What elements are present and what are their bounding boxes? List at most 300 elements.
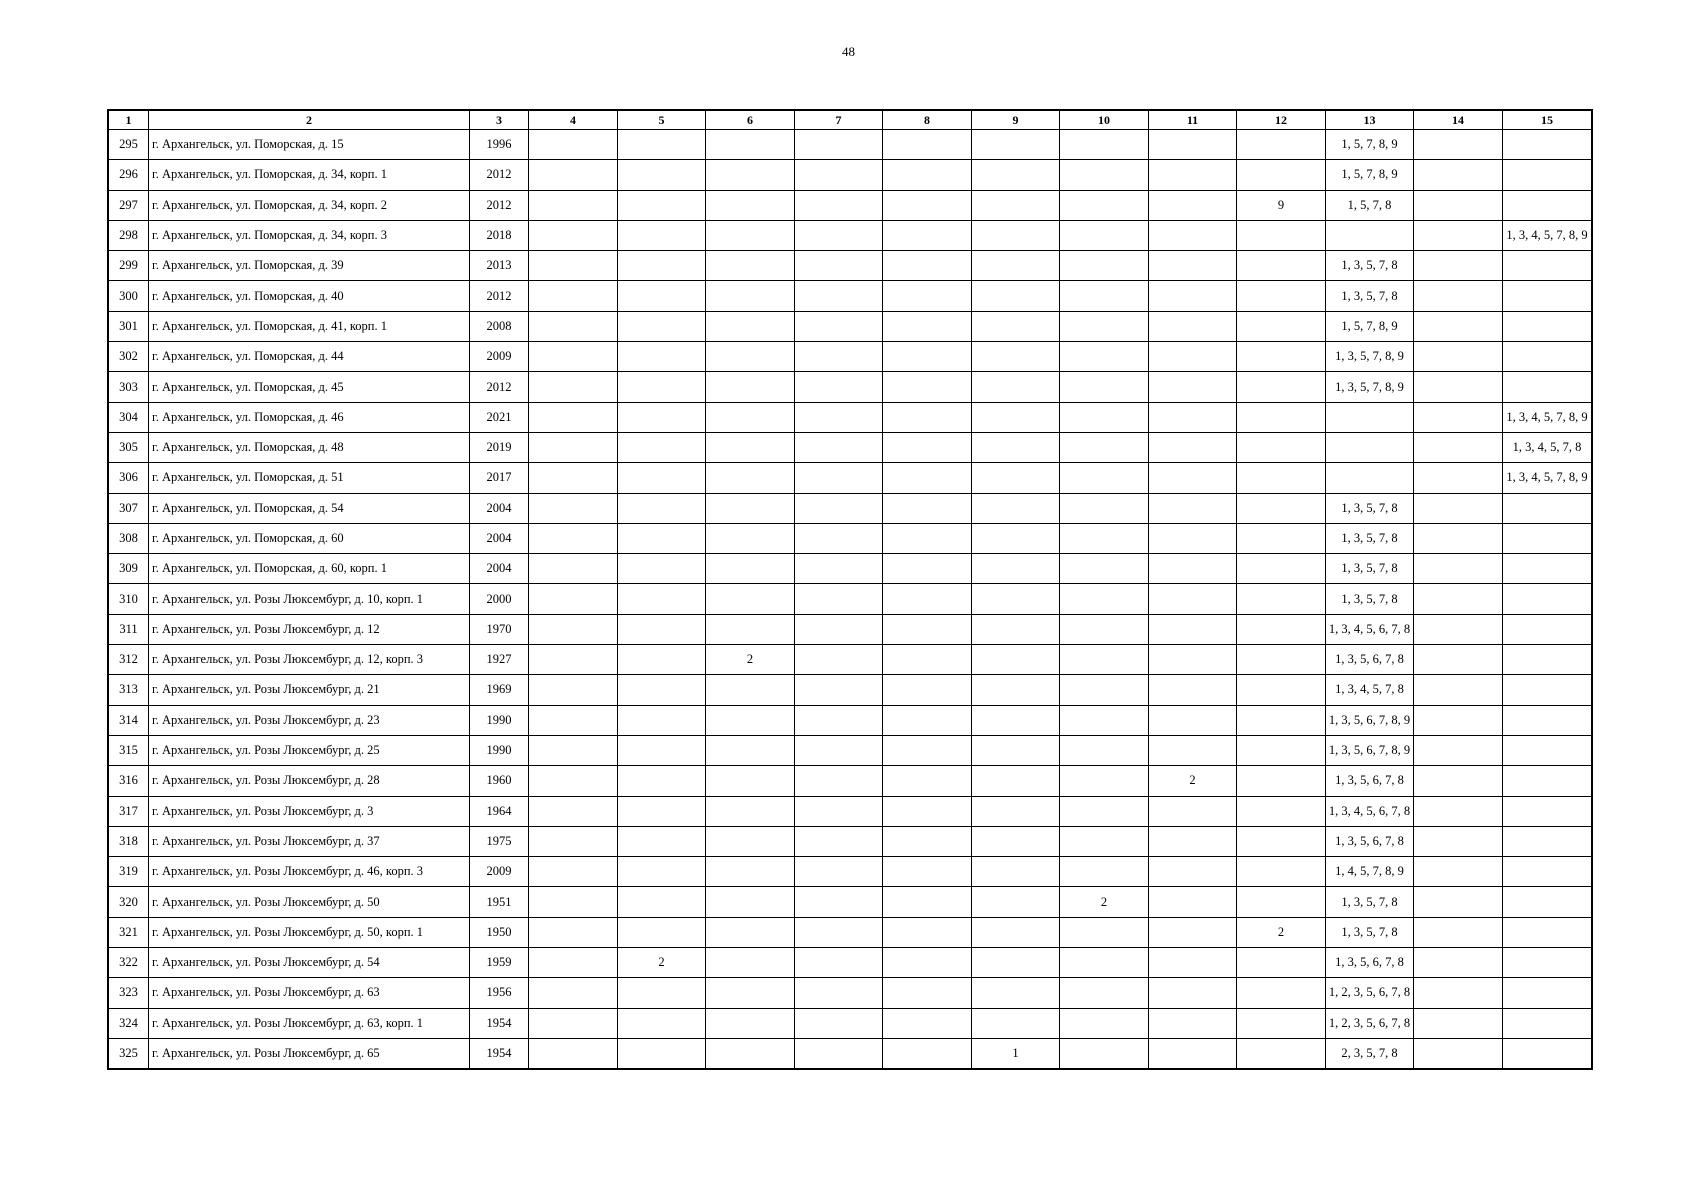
table-row bbox=[109, 432, 1592, 462]
table-cell-col-2: г. Архангельск, ул. Поморская, д. 51 bbox=[149, 463, 470, 493]
table-cell-col-13 bbox=[1326, 220, 1414, 250]
table-cell-col-10 bbox=[1060, 342, 1149, 372]
table-cell-col-13: 1, 3, 5, 6, 7, 8 bbox=[1326, 645, 1414, 675]
table-cell-col-1: 299 bbox=[109, 251, 149, 281]
table-cell-col-6 bbox=[706, 554, 795, 584]
table-cell-col-14 bbox=[1414, 1038, 1503, 1068]
table-cell-col-2: г. Архангельск, ул. Розы Люксембург, д. 10, корп. 1 bbox=[149, 584, 470, 614]
table-cell-col-14 bbox=[1414, 645, 1503, 675]
table-cell-col-5 bbox=[618, 1008, 706, 1038]
table-cell-col-3: 1996 bbox=[470, 130, 529, 160]
table-cell-col-11 bbox=[1149, 584, 1237, 614]
table-cell-col-3: 1964 bbox=[470, 796, 529, 826]
table-cell-col-9 bbox=[972, 402, 1060, 432]
table-cell-col-8 bbox=[883, 342, 972, 372]
table-cell-col-2: г. Архангельск, ул. Розы Люксембург, д. 3 bbox=[149, 796, 470, 826]
table-cell-col-8 bbox=[883, 523, 972, 553]
table-cell-col-4 bbox=[529, 190, 618, 220]
table-cell-col-11 bbox=[1149, 463, 1237, 493]
table-row bbox=[109, 251, 1592, 281]
table-cell-col-14 bbox=[1414, 220, 1503, 250]
table-cell-col-3: 1990 bbox=[470, 735, 529, 765]
table-cell-col-2: г. Архангельск, ул. Розы Люксембург, д. 50, корп. 1 bbox=[149, 917, 470, 947]
table-cell-col-4 bbox=[529, 796, 618, 826]
table-cell-col-10 bbox=[1060, 190, 1149, 220]
table-cell-col-8 bbox=[883, 220, 972, 250]
table-cell-col-7 bbox=[795, 523, 883, 553]
table-cell-col-8 bbox=[883, 1038, 972, 1068]
table-cell-col-6 bbox=[706, 220, 795, 250]
table-cell-col-9 bbox=[972, 1008, 1060, 1038]
table-row bbox=[109, 342, 1592, 372]
table-cell-col-1: 312 bbox=[109, 645, 149, 675]
table-cell-col-4 bbox=[529, 1008, 618, 1038]
table-cell-col-4 bbox=[529, 281, 618, 311]
table-cell-col-8 bbox=[883, 766, 972, 796]
table-cell-col-2: г. Архангельск, ул. Розы Люксембург, д. 46, корп. 3 bbox=[149, 857, 470, 887]
table-cell-col-7 bbox=[795, 554, 883, 584]
table-cell-col-10 bbox=[1060, 311, 1149, 341]
table-cell-col-3: 2004 bbox=[470, 493, 529, 523]
table-cell-col-3: 2012 bbox=[470, 281, 529, 311]
table-cell-col-6: 2 bbox=[706, 645, 795, 675]
table-cell-col-4 bbox=[529, 160, 618, 190]
table-cell-col-13: 1, 5, 7, 8 bbox=[1326, 190, 1414, 220]
table-cell-col-9 bbox=[972, 493, 1060, 523]
table-cell-col-11 bbox=[1149, 311, 1237, 341]
table-cell-col-4 bbox=[529, 917, 618, 947]
table-cell-col-9 bbox=[972, 826, 1060, 856]
table-cell-col-5 bbox=[618, 432, 706, 462]
column-header-1: 1 bbox=[109, 111, 149, 130]
table-cell-col-9 bbox=[972, 766, 1060, 796]
table-cell-col-13: 1, 3, 5, 6, 7, 8, 9 bbox=[1326, 735, 1414, 765]
table-cell-col-12 bbox=[1237, 251, 1326, 281]
table-cell-col-3: 2009 bbox=[470, 342, 529, 372]
table-cell-col-4 bbox=[529, 251, 618, 281]
table-cell-col-12 bbox=[1237, 160, 1326, 190]
table-cell-col-15 bbox=[1503, 281, 1592, 311]
table-cell-col-5: 2 bbox=[618, 948, 706, 978]
table-cell-col-9 bbox=[972, 614, 1060, 644]
table-cell-col-4 bbox=[529, 948, 618, 978]
table-cell-col-10 bbox=[1060, 948, 1149, 978]
table-cell-col-2: г. Архангельск, ул. Поморская, д. 41, корп. 1 bbox=[149, 311, 470, 341]
table-cell-col-6 bbox=[706, 372, 795, 402]
table-cell-col-1: 297 bbox=[109, 190, 149, 220]
table-cell-col-13: 1, 2, 3, 5, 6, 7, 8 bbox=[1326, 1008, 1414, 1038]
table-cell-col-7 bbox=[795, 645, 883, 675]
table-row bbox=[109, 130, 1592, 160]
table-cell-col-11 bbox=[1149, 1038, 1237, 1068]
table-cell-col-6 bbox=[706, 796, 795, 826]
table-cell-col-8 bbox=[883, 948, 972, 978]
table-cell-col-2: г. Архангельск, ул. Поморская, д. 48 bbox=[149, 432, 470, 462]
table-cell-col-8 bbox=[883, 130, 972, 160]
table-cell-col-5 bbox=[618, 675, 706, 705]
table-cell-col-6 bbox=[706, 1008, 795, 1038]
table-cell-col-2: г. Архангельск, ул. Розы Люксембург, д. 21 bbox=[149, 675, 470, 705]
table-cell-col-13 bbox=[1326, 463, 1414, 493]
table-cell-col-15 bbox=[1503, 826, 1592, 856]
table-cell-col-2: г. Архангельск, ул. Розы Люксембург, д. 23 bbox=[149, 705, 470, 735]
table-cell-col-15 bbox=[1503, 160, 1592, 190]
table-cell-col-14 bbox=[1414, 311, 1503, 341]
table-cell-col-9 bbox=[972, 432, 1060, 462]
table-cell-col-11 bbox=[1149, 826, 1237, 856]
table-cell-col-10 bbox=[1060, 584, 1149, 614]
table-cell-col-4 bbox=[529, 645, 618, 675]
table-cell-col-4 bbox=[529, 523, 618, 553]
table-cell-col-2: г. Архангельск, ул. Розы Люксембург, д. 12, корп. 3 bbox=[149, 645, 470, 675]
table-cell-col-9 bbox=[972, 796, 1060, 826]
table-cell-col-10 bbox=[1060, 251, 1149, 281]
table-cell-col-14 bbox=[1414, 554, 1503, 584]
table-row bbox=[109, 584, 1592, 614]
table-cell-col-3: 2013 bbox=[470, 251, 529, 281]
table-cell-col-13: 1, 2, 3, 5, 6, 7, 8 bbox=[1326, 978, 1414, 1008]
table-cell-col-1: 317 bbox=[109, 796, 149, 826]
table-cell-col-13: 1, 3, 5, 6, 7, 8 bbox=[1326, 948, 1414, 978]
table-cell-col-10 bbox=[1060, 645, 1149, 675]
table-cell-col-5 bbox=[618, 190, 706, 220]
table-cell-col-7 bbox=[795, 887, 883, 917]
table-cell-col-13: 1, 5, 7, 8, 9 bbox=[1326, 311, 1414, 341]
table-cell-col-5 bbox=[618, 523, 706, 553]
column-header-4: 4 bbox=[529, 111, 618, 130]
table-cell-col-4 bbox=[529, 1038, 618, 1068]
table-cell-col-15 bbox=[1503, 1038, 1592, 1068]
table-row bbox=[109, 614, 1592, 644]
table-cell-col-7 bbox=[795, 1038, 883, 1068]
table-row bbox=[109, 766, 1592, 796]
table-cell-col-10: 2 bbox=[1060, 887, 1149, 917]
table-row bbox=[109, 1008, 1592, 1038]
table-cell-col-12 bbox=[1237, 463, 1326, 493]
table-cell-col-7 bbox=[795, 311, 883, 341]
table-cell-col-12 bbox=[1237, 402, 1326, 432]
table-cell-col-13: 1, 5, 7, 8, 9 bbox=[1326, 130, 1414, 160]
table-cell-col-6 bbox=[706, 735, 795, 765]
table-cell-col-2: г. Архангельск, ул. Поморская, д. 39 bbox=[149, 251, 470, 281]
table-cell-col-9 bbox=[972, 978, 1060, 1008]
table-cell-col-7 bbox=[795, 220, 883, 250]
table-cell-col-2: г. Архангельск, ул. Розы Люксембург, д. 65 bbox=[149, 1038, 470, 1068]
table-cell-col-15: 1, 3, 4, 5, 7, 8, 9 bbox=[1503, 463, 1592, 493]
table-cell-col-4 bbox=[529, 857, 618, 887]
table-cell-col-5 bbox=[618, 402, 706, 432]
table-cell-col-4 bbox=[529, 766, 618, 796]
table-cell-col-9 bbox=[972, 311, 1060, 341]
table-cell-col-1: 320 bbox=[109, 887, 149, 917]
table-cell-col-13: 1, 3, 5, 7, 8 bbox=[1326, 523, 1414, 553]
table-cell-col-7 bbox=[795, 978, 883, 1008]
table-cell-col-12 bbox=[1237, 675, 1326, 705]
table-header-row bbox=[109, 111, 1592, 130]
table-cell-col-8 bbox=[883, 311, 972, 341]
table-cell-col-15: 1, 3, 4, 5, 7, 8, 9 bbox=[1503, 220, 1592, 250]
table-cell-col-2: г. Архангельск, ул. Розы Люксембург, д. 25 bbox=[149, 735, 470, 765]
table-cell-col-5 bbox=[618, 917, 706, 947]
table-cell-col-5 bbox=[618, 887, 706, 917]
column-header-9: 9 bbox=[972, 111, 1060, 130]
table-row bbox=[109, 402, 1592, 432]
table-cell-col-6 bbox=[706, 948, 795, 978]
table-cell-col-15 bbox=[1503, 493, 1592, 523]
table-cell-col-1: 296 bbox=[109, 160, 149, 190]
column-header-5: 5 bbox=[618, 111, 706, 130]
table-cell-col-14 bbox=[1414, 251, 1503, 281]
table-cell-col-8 bbox=[883, 554, 972, 584]
table-cell-col-5 bbox=[618, 493, 706, 523]
table-cell-col-3: 2009 bbox=[470, 857, 529, 887]
table-cell-col-8 bbox=[883, 917, 972, 947]
table-cell-col-11 bbox=[1149, 978, 1237, 1008]
table-cell-col-11 bbox=[1149, 796, 1237, 826]
table-cell-col-7 bbox=[795, 857, 883, 887]
table-cell-col-8 bbox=[883, 978, 972, 1008]
table-cell-col-4 bbox=[529, 402, 618, 432]
table-cell-col-13: 1, 3, 4, 5, 6, 7, 8 bbox=[1326, 614, 1414, 644]
table-cell-col-3: 2004 bbox=[470, 523, 529, 553]
column-header-3: 3 bbox=[470, 111, 529, 130]
table-cell-col-11 bbox=[1149, 372, 1237, 402]
table-cell-col-11 bbox=[1149, 432, 1237, 462]
table-cell-col-5 bbox=[618, 857, 706, 887]
table-cell-col-12 bbox=[1237, 796, 1326, 826]
table-cell-col-1: 323 bbox=[109, 978, 149, 1008]
table-cell-col-12 bbox=[1237, 372, 1326, 402]
table-cell-col-9 bbox=[972, 735, 1060, 765]
table-cell-col-3: 2017 bbox=[470, 463, 529, 493]
table-cell-col-1: 321 bbox=[109, 917, 149, 947]
table-cell-col-12 bbox=[1237, 523, 1326, 553]
table-cell-col-12 bbox=[1237, 705, 1326, 735]
table-row bbox=[109, 463, 1592, 493]
table-cell-col-5 bbox=[618, 130, 706, 160]
table-cell-col-7 bbox=[795, 432, 883, 462]
table-cell-col-7 bbox=[795, 614, 883, 644]
table-cell-col-9 bbox=[972, 705, 1060, 735]
table-cell-col-8 bbox=[883, 402, 972, 432]
table-cell-col-13: 1, 3, 5, 6, 7, 8, 9 bbox=[1326, 705, 1414, 735]
table-cell-col-9 bbox=[972, 220, 1060, 250]
table-cell-col-9 bbox=[972, 130, 1060, 160]
table-cell-col-13 bbox=[1326, 402, 1414, 432]
table-row bbox=[109, 705, 1592, 735]
table-cell-col-11 bbox=[1149, 281, 1237, 311]
table-cell-col-8 bbox=[883, 281, 972, 311]
table-cell-col-12 bbox=[1237, 584, 1326, 614]
table-cell-col-1: 303 bbox=[109, 372, 149, 402]
table-cell-col-6 bbox=[706, 493, 795, 523]
table-cell-col-4 bbox=[529, 614, 618, 644]
table-cell-col-11 bbox=[1149, 251, 1237, 281]
table-cell-col-5 bbox=[618, 554, 706, 584]
table-cell-col-11 bbox=[1149, 645, 1237, 675]
table-cell-col-14 bbox=[1414, 735, 1503, 765]
table-cell-col-11 bbox=[1149, 523, 1237, 553]
table-cell-col-6 bbox=[706, 766, 795, 796]
table-cell-col-10 bbox=[1060, 523, 1149, 553]
table-cell-col-2: г. Архангельск, ул. Поморская, д. 34, корп. 2 bbox=[149, 190, 470, 220]
table-cell-col-14 bbox=[1414, 372, 1503, 402]
table-cell-col-8 bbox=[883, 735, 972, 765]
table-row bbox=[109, 311, 1592, 341]
table-cell-col-13: 1, 4, 5, 7, 8, 9 bbox=[1326, 857, 1414, 887]
table-cell-col-11 bbox=[1149, 130, 1237, 160]
table-cell-col-12 bbox=[1237, 1038, 1326, 1068]
table-cell-col-4 bbox=[529, 675, 618, 705]
table-cell-col-8 bbox=[883, 796, 972, 826]
table-cell-col-8 bbox=[883, 493, 972, 523]
table-cell-col-6 bbox=[706, 614, 795, 644]
table-cell-col-7 bbox=[795, 493, 883, 523]
table-cell-col-13: 1, 3, 4, 5, 6, 7, 8 bbox=[1326, 796, 1414, 826]
table-cell-col-6 bbox=[706, 1038, 795, 1068]
table-cell-col-11 bbox=[1149, 917, 1237, 947]
table-cell-col-15 bbox=[1503, 645, 1592, 675]
table-cell-col-5 bbox=[618, 614, 706, 644]
table-cell-col-11 bbox=[1149, 493, 1237, 523]
table-cell-col-6 bbox=[706, 130, 795, 160]
column-header-11: 11 bbox=[1149, 111, 1237, 130]
table-cell-col-3: 1959 bbox=[470, 948, 529, 978]
table-cell-col-15 bbox=[1503, 342, 1592, 372]
table-cell-col-11 bbox=[1149, 402, 1237, 432]
table-cell-col-10 bbox=[1060, 432, 1149, 462]
table-cell-col-5 bbox=[618, 160, 706, 190]
table-cell-col-15 bbox=[1503, 251, 1592, 281]
table-cell-col-15 bbox=[1503, 948, 1592, 978]
table-cell-col-7 bbox=[795, 735, 883, 765]
table-cell-col-15: 1, 3, 4, 5, 7, 8 bbox=[1503, 432, 1592, 462]
table-cell-col-1: 313 bbox=[109, 675, 149, 705]
table-cell-col-1: 307 bbox=[109, 493, 149, 523]
table-cell-col-1: 314 bbox=[109, 705, 149, 735]
table-cell-col-10 bbox=[1060, 766, 1149, 796]
table-cell-col-2: г. Архангельск, ул. Розы Люксембург, д. 37 bbox=[149, 826, 470, 856]
table-cell-col-5 bbox=[618, 826, 706, 856]
table-cell-col-4 bbox=[529, 554, 618, 584]
table-cell-col-5 bbox=[618, 735, 706, 765]
table-cell-col-10 bbox=[1060, 826, 1149, 856]
table-cell-col-8 bbox=[883, 1008, 972, 1038]
table-cell-col-2: г. Архангельск, ул. Поморская, д. 40 bbox=[149, 281, 470, 311]
table-cell-col-15 bbox=[1503, 917, 1592, 947]
table-cell-col-4 bbox=[529, 130, 618, 160]
table-cell-col-15 bbox=[1503, 190, 1592, 220]
table-cell-col-4 bbox=[529, 493, 618, 523]
table-cell-col-15: 1, 3, 4, 5, 7, 8, 9 bbox=[1503, 402, 1592, 432]
table-cell-col-10 bbox=[1060, 917, 1149, 947]
table-cell-col-7 bbox=[795, 402, 883, 432]
table-cell-col-1: 318 bbox=[109, 826, 149, 856]
table-cell-col-9 bbox=[972, 342, 1060, 372]
table-cell-col-7 bbox=[795, 342, 883, 372]
table-cell-col-2: г. Архангельск, ул. Поморская, д. 15 bbox=[149, 130, 470, 160]
table-cell-col-1: 305 bbox=[109, 432, 149, 462]
table-row bbox=[109, 523, 1592, 553]
table-cell-col-11 bbox=[1149, 887, 1237, 917]
table-cell-col-2: г. Архангельск, ул. Розы Люксембург, д. 63, корп. 1 bbox=[149, 1008, 470, 1038]
table-cell-col-9 bbox=[972, 948, 1060, 978]
table-cell-col-1: 308 bbox=[109, 523, 149, 553]
table-cell-col-1: 298 bbox=[109, 220, 149, 250]
table-cell-col-12 bbox=[1237, 948, 1326, 978]
table-cell-col-12 bbox=[1237, 342, 1326, 372]
table-row bbox=[109, 554, 1592, 584]
table-cell-col-7 bbox=[795, 463, 883, 493]
table-cell-col-6 bbox=[706, 190, 795, 220]
table-cell-col-9 bbox=[972, 372, 1060, 402]
table-cell-col-8 bbox=[883, 645, 972, 675]
table-cell-col-14 bbox=[1414, 705, 1503, 735]
table-cell-col-14 bbox=[1414, 887, 1503, 917]
table-cell-col-6 bbox=[706, 826, 795, 856]
table-cell-col-4 bbox=[529, 342, 618, 372]
table-cell-col-6 bbox=[706, 402, 795, 432]
table-cell-col-14 bbox=[1414, 463, 1503, 493]
table-cell-col-1: 309 bbox=[109, 554, 149, 584]
table-cell-col-9 bbox=[972, 281, 1060, 311]
table-cell-col-10 bbox=[1060, 160, 1149, 190]
table-cell-col-1: 316 bbox=[109, 766, 149, 796]
table-cell-col-13: 1, 3, 5, 6, 7, 8 bbox=[1326, 826, 1414, 856]
table-cell-col-9 bbox=[972, 857, 1060, 887]
table-cell-col-2: г. Архангельск, ул. Поморская, д. 45 bbox=[149, 372, 470, 402]
table-cell-col-12: 2 bbox=[1237, 917, 1326, 947]
table-cell-col-4 bbox=[529, 463, 618, 493]
table-cell-col-11 bbox=[1149, 857, 1237, 887]
table-row bbox=[109, 372, 1592, 402]
table-cell-col-2: г. Архангельск, ул. Поморская, д. 60 bbox=[149, 523, 470, 553]
table-cell-col-5 bbox=[618, 251, 706, 281]
table-cell-col-5 bbox=[618, 584, 706, 614]
table-cell-col-3: 1990 bbox=[470, 705, 529, 735]
table-cell-col-5 bbox=[618, 796, 706, 826]
table-cell-col-14 bbox=[1414, 917, 1503, 947]
table-cell-col-12 bbox=[1237, 1008, 1326, 1038]
table-cell-col-9 bbox=[972, 584, 1060, 614]
table-cell-col-3: 1927 bbox=[470, 645, 529, 675]
table-cell-col-8 bbox=[883, 251, 972, 281]
table-row bbox=[109, 948, 1592, 978]
table-cell-col-12 bbox=[1237, 130, 1326, 160]
table-cell-col-12 bbox=[1237, 432, 1326, 462]
table-cell-col-2: г. Архангельск, ул. Розы Люксембург, д. 12 bbox=[149, 614, 470, 644]
table-cell-col-8 bbox=[883, 432, 972, 462]
table-cell-col-1: 301 bbox=[109, 311, 149, 341]
table-row bbox=[109, 675, 1592, 705]
table-cell-col-12 bbox=[1237, 311, 1326, 341]
table-cell-col-14 bbox=[1414, 190, 1503, 220]
table-row bbox=[109, 493, 1592, 523]
column-header-6: 6 bbox=[706, 111, 795, 130]
table-row bbox=[109, 735, 1592, 765]
table-cell-col-6 bbox=[706, 432, 795, 462]
table-cell-col-15 bbox=[1503, 887, 1592, 917]
table-cell-col-14 bbox=[1414, 614, 1503, 644]
table-cell-col-9 bbox=[972, 917, 1060, 947]
table-cell-col-3: 1970 bbox=[470, 614, 529, 644]
table-cell-col-11 bbox=[1149, 705, 1237, 735]
table-cell-col-14 bbox=[1414, 826, 1503, 856]
table-cell-col-6 bbox=[706, 342, 795, 372]
table-cell-col-6 bbox=[706, 887, 795, 917]
table-cell-col-14 bbox=[1414, 160, 1503, 190]
table-cell-col-10 bbox=[1060, 1008, 1149, 1038]
